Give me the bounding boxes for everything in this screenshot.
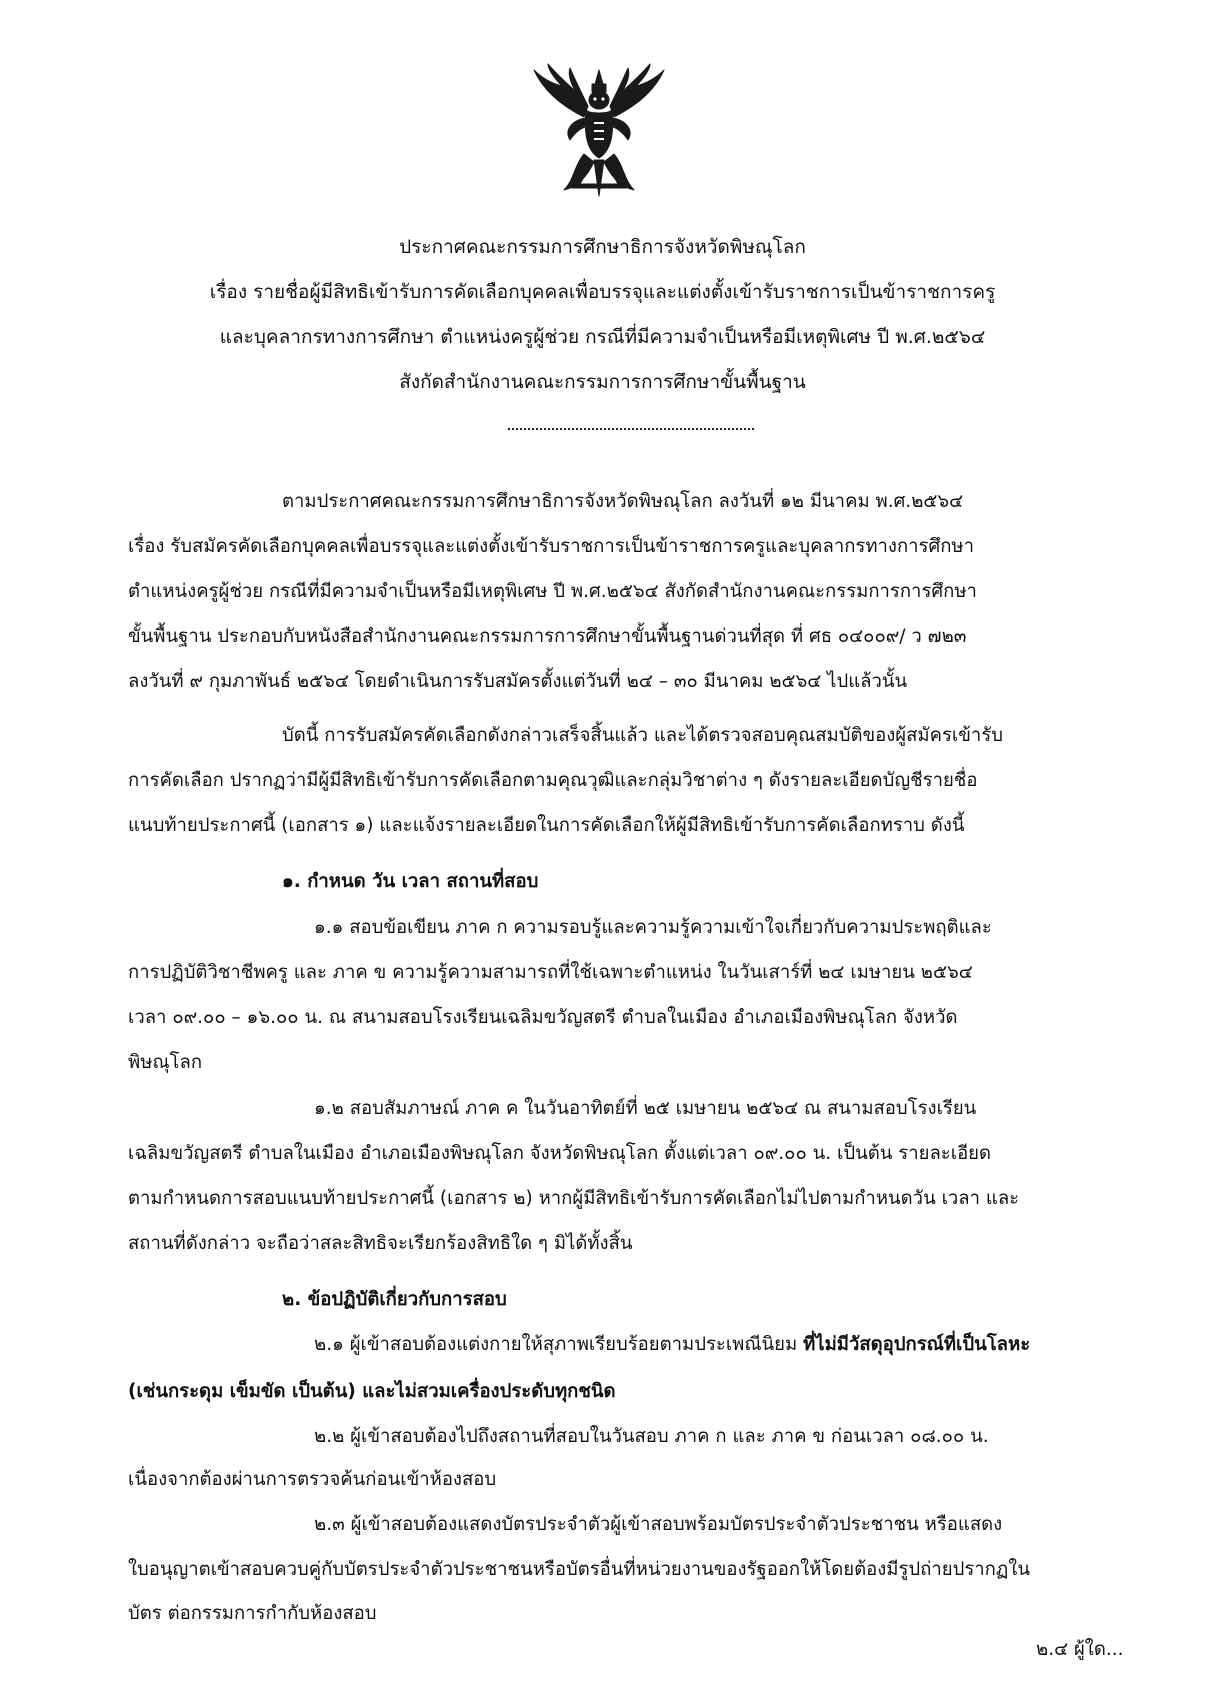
s2-1-line [314,1335,1030,1355]
s1-2-line: เฉลิมขวัญสตรี ตำบลในเมือง อำเภอเมืองพิษณุโลก จังหวัดพิษณุโลก ตั้งแต่เวลา ๐๙.๐๐ น. เป็นต้น รายละเอียด [128,1143,992,1164]
s2-2-line: ๒.๒ ผู้เข้าสอบต้องไปถึงสถานที่สอบในวันสอบ ภาค ก และ ภาค ข ก่อนเวลา ๐๘.๐๐ น. [314,1426,989,1447]
subject-line-3: สังกัดสำนักงานคณะกรรมการการศึกษาขั้นพื้นฐาน [399,371,806,393]
announcement-title: ประกาศคณะกรรมการศึกษาธิการจังหวัดพิษณุโลก [399,236,806,258]
s1-1-line: การปฏิบัติวิชาชีพครู และ ภาค ข ความรู้ความสามารถที่ใช้เฉพาะตำแหน่ง ในวันเสาร์ที่ ๒๔ เมษายน ๒๕๖๔ [128,962,973,983]
s2-2-line: เนื่องจากต้องผ่านการตรวจค้นก่อนเข้าห้องสอบ [128,1469,497,1490]
section1-heading: ๑. กำหนด วัน เวลา สถานที่สอบ [282,871,539,892]
header-divider [508,428,754,430]
s1-2-line: ๑.๒ สอบสัมภาษณ์ ภาค ค ในวันอาทิตย์ที่ ๒๕ เมษายน ๒๕๖๔ ณ สนามสอบโรงเรียน [314,1098,977,1119]
para1-line: เรื่อง รับสมัครคัดเลือกบุคคลเพื่อบรรจุและแต่งตั้งเข้ารับราชการเป็นข้าราชการครูและบุคลากรทางการศึกษา [128,536,975,557]
para1-line: ลงวันที่ ๙ กุมภาพันธ์ ๒๕๖๔ โดยดำเนินการรับสมัครตั้งแต่วันที่ ๒๔ – ๓๐ มีนาคม ๒๕๖๔ ไปแล้วนั้น [128,671,908,692]
section2-heading: ๒. ข้อปฏิบัติเกี่ยวกับการสอบ [282,1289,507,1310]
s2-3-line: ๒.๓ ผู้เข้าสอบต้องแสดงบัตรประจำตัวผู้เข้าสอบพร้อมบัตรประจำตัวประชาชน หรือแสดง [314,1514,1003,1535]
para1-line: ขั้นพื้นฐาน ประกอบกับหนังสือสำนักงานคณะกรรมการการศึกษาขั้นพื้นฐานด่วนที่สุด ที่ ศธ ๐๔๐๐๙/ ว ๗๒๓ [128,626,967,647]
continued-marker: ๒.๔ ผู้ใด... [1036,1639,1124,1660]
s2-3-line: บัตร ต่อกรรมการกำกับห้องสอบ [128,1603,377,1624]
para2-line: การคัดเลือก ปรากฏว่ามีผู้มีสิทธิเข้ารับการคัดเลือกตามคุณวุฒิและกลุ่มวิชาต่าง ๆ ดังรายละเอียดบัญชีรายชื่อ [128,770,978,791]
s1-2-line: สถานที่ดังกล่าว จะถือว่าสละสิทธิจะเรียกร้องสิทธิใด ๆ มิได้ทั้งสิ้น [128,1233,633,1254]
s2-1-line2: (เช่นกระดุม เข็มขัด เป็นต้น) และไม่สวมเครื่องประดับทุกชนิด [128,1381,616,1402]
s1-1-line: เวลา ๐๙.๐๐ – ๑๖.๐๐ น. ณ สนามสอบโรงเรียนเฉลิมขวัญสตรี ตำบลในเมือง อำเภอเมืองพิษณุโลก จังหวัด [128,1007,958,1028]
para2-line: บัดนี้ การรับสมัครคัดเลือกดังกล่าวเสร็จสิ้นแล้ว และได้ตรวจสอบคุณสมบัติของผู้สมัครเข้ารับ [282,725,1003,746]
para2-line: แนบท้ายประกาศนี้ (เอกสาร ๑) และแจ้งรายละเอียดในการคัดเลือกให้ผู้มีสิทธิเข้ารับการคัดเลือกทราบ ดังนี้ [128,815,965,836]
s2-1-bold-text: ที่ไม่มีวัสดุอุปกรณ์ที่เป็นโลหะ [803,1334,1031,1355]
s1-1-line: พิษณุโลก [128,1052,203,1073]
para1-line: ตามประกาศคณะกรรมการศึกษาธิการจังหวัดพิษณุโลก ลงวันที่ ๑๒ มีนาคม พ.ศ.๒๕๖๔ [282,491,964,512]
garuda-emblem-icon [524,62,674,202]
subject-line-2: และบุคลากรทางการศึกษา ตำแหน่งครูผู้ช่วย กรณีที่มีความจำเป็นหรือมีเหตุพิเศษ ปี พ.ศ.๒๕๖๔ [219,326,986,348]
s1-2-line: ตามกำหนดการสอบแนบท้ายประกาศนี้ (เอกสาร ๒) หากผู้มีสิทธิเข้ารับการคัดเลือกไม่ไปตามกำหนดวัน เวลา และ [128,1188,1020,1209]
s1-1-line: ๑.๑ สอบข้อเขียน ภาค ก ความรอบรู้และความรู้ความเข้าใจเกี่ยวกับความประพฤติและ [314,917,992,938]
para1-line: ตำแหน่งครูผู้ช่วย กรณีที่มีความจำเป็นหรือมีเหตุพิเศษ ปี พ.ศ.๒๕๖๔ สังกัดสำนักงานคณะกรรมการการศึกษา [128,581,977,602]
s2-1-normal-text: ๒.๑ ผู้เข้าสอบต้องแต่งกายให้สุภาพเรียบร้อยตามประเพณีนิยม [314,1334,804,1355]
s2-3-line: ใบอนุญาตเข้าสอบควบคู่กับบัตรประจำตัวประชาชนหรือบัตรอื่นที่หน่วยงานของรัฐออกให้โดยต้องมีรูปถ่ายปรากฏใน [128,1559,1030,1580]
subject-line-1: เรื่อง รายชื่อผู้มีสิทธิเข้ารับการคัดเลือกบุคคลเพื่อบรรจุและแต่งตั้งเข้ารับราชการเป็นข้าราชการครู [209,281,996,303]
